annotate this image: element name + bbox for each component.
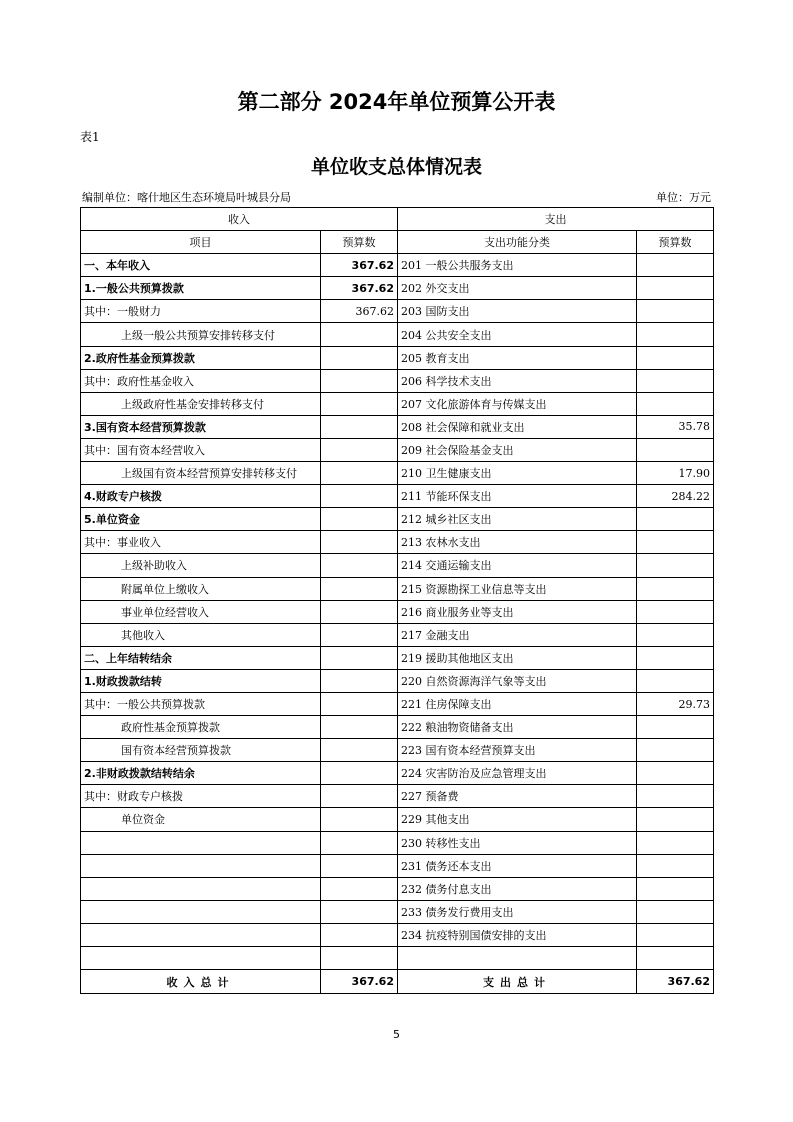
expense-item-cell: 234 抗疫特别国债安排的支出: [398, 923, 637, 946]
expense-item-cell: 202 外交支出: [398, 277, 637, 300]
income-item-cell: 国有资本经营预算拨款: [81, 739, 321, 762]
table-row: [81, 900, 714, 923]
page-number: 5: [393, 1028, 400, 1041]
income-value-cell: [321, 323, 398, 346]
income-value-cell: 367.62: [321, 277, 398, 300]
part-title: 第二部分 2024年单位预算公开表: [237, 90, 556, 114]
income-value-cell: [321, 900, 398, 923]
table-row: [81, 808, 714, 831]
table-row: [81, 392, 714, 415]
expense-item-cell: 230 转移性支出: [398, 831, 637, 854]
expense-item-cell: 227 预备费: [398, 785, 637, 808]
expense-value-cell: [637, 669, 714, 692]
expense-value-cell: [637, 600, 714, 623]
income-value-cell: 367.62: [321, 254, 398, 277]
income-value-cell: [321, 739, 398, 762]
table-row: [81, 508, 714, 531]
table-row: [81, 947, 714, 970]
expense-item-cell: 220 自然资源海洋气象等支出: [398, 669, 637, 692]
total-row: [81, 970, 714, 994]
expense-item-cell: 223 国有资本经营预算支出: [398, 739, 637, 762]
expense-value-cell: [637, 831, 714, 854]
expense-total-label: 支出总计: [398, 970, 637, 994]
expense-value-cell: [637, 900, 714, 923]
income-item-cell: 上级一般公共预算安排转移支付: [81, 323, 321, 346]
income-value-cell: [321, 369, 398, 392]
expense-item-cell: 233 债务发行费用支出: [398, 900, 637, 923]
expense-item-cell: 207 文化旅游体育与传媒支出: [398, 392, 637, 415]
expense-item-cell: 206 科学技术支出: [398, 369, 637, 392]
expense-item-cell: 211 节能环保支出: [398, 485, 637, 508]
table-row: [81, 623, 714, 646]
table-row: [81, 369, 714, 392]
income-value-cell: [321, 415, 398, 438]
income-item-cell: 其中：事业收入: [81, 531, 321, 554]
expense-item-cell: 212 城乡社区支出: [398, 508, 637, 531]
table-row: [81, 854, 714, 877]
expense-value-cell: [637, 877, 714, 900]
expense-value-cell: [637, 392, 714, 415]
expense-item-cell: 232 债务付息支出: [398, 877, 637, 900]
table-row: [81, 877, 714, 900]
expense-value-cell: [637, 947, 714, 970]
table-row: [81, 300, 714, 323]
income-value-cell: 367.62: [321, 300, 398, 323]
income-item-cell: 3.国有资本经营预算拨款: [81, 415, 321, 438]
expense-item-cell: [398, 947, 637, 970]
income-item-cell: 1.一般公共预算拨款: [81, 277, 321, 300]
table-row: [81, 346, 714, 369]
table-row: [81, 254, 714, 277]
income-value-cell: [321, 716, 398, 739]
income-total-value: 367.62: [321, 970, 398, 994]
expense-value-cell: [637, 300, 714, 323]
function-class-header: 支出功能分类: [398, 231, 637, 254]
income-value-cell: [321, 947, 398, 970]
table-row: [81, 646, 714, 669]
budget-table: [80, 207, 714, 994]
income-value-cell: [321, 762, 398, 785]
expense-value-cell: [637, 785, 714, 808]
income-item-cell: 1.财政拨款结转: [81, 669, 321, 692]
expense-item-cell: 203 国防支出: [398, 300, 637, 323]
table-row: [81, 831, 714, 854]
table-row: [81, 438, 714, 461]
income-value-cell: [321, 785, 398, 808]
expense-value-cell: 35.78: [637, 415, 714, 438]
table-row: [81, 531, 714, 554]
table-row: [81, 554, 714, 577]
income-item-cell: 其中：一般公共预算拨款: [81, 692, 321, 715]
income-item-cell: 单位资金: [81, 808, 321, 831]
expense-value-cell: [637, 346, 714, 369]
income-value-cell: [321, 646, 398, 669]
header-row-2: [81, 231, 714, 254]
income-value-cell: [321, 923, 398, 946]
currency-unit: 单位：万元: [656, 191, 711, 204]
expense-budget-header: 预算数: [637, 231, 714, 254]
income-value-cell: [321, 508, 398, 531]
income-value-cell: [321, 554, 398, 577]
expense-item-cell: 222 粮油物资储备支出: [398, 716, 637, 739]
table-row: [81, 462, 714, 485]
income-total-label: 收入总计: [81, 970, 321, 994]
income-item-cell: 政府性基金预算拨款: [81, 716, 321, 739]
income-value-cell: [321, 623, 398, 646]
income-item-cell: [81, 947, 321, 970]
table-row: [81, 669, 714, 692]
expense-header: 支出: [398, 208, 714, 231]
expense-value-cell: 284.22: [637, 485, 714, 508]
expense-value-cell: [637, 854, 714, 877]
table-title: 单位收支总体情况表: [310, 156, 482, 178]
income-item-cell: 其中：财政专户核拨: [81, 785, 321, 808]
expense-total-value: 367.62: [637, 970, 714, 994]
income-item-cell: 其中：一般财力: [81, 300, 321, 323]
income-item-cell: 其中：国有资本经营收入: [81, 438, 321, 461]
income-item-cell: 上级补助收入: [81, 554, 321, 577]
expense-item-cell: 201 一般公共服务支出: [398, 254, 637, 277]
header-row-1: [81, 208, 714, 231]
expense-value-cell: [637, 808, 714, 831]
expense-value-cell: 17.90: [637, 462, 714, 485]
expense-item-cell: 215 资源勘探工业信息等支出: [398, 577, 637, 600]
table-row: [81, 692, 714, 715]
table-row: [81, 785, 714, 808]
income-item-cell: [81, 854, 321, 877]
table-row: [81, 716, 714, 739]
expense-value-cell: [637, 923, 714, 946]
expense-item-cell: 231 债务还本支出: [398, 854, 637, 877]
table-row: [81, 577, 714, 600]
income-value-cell: [321, 808, 398, 831]
item-header: 项目: [81, 231, 321, 254]
table-row: [81, 600, 714, 623]
income-value-cell: [321, 831, 398, 854]
table-row: [81, 923, 714, 946]
income-value-cell: [321, 854, 398, 877]
expense-value-cell: [637, 739, 714, 762]
expense-value-cell: 29.73: [637, 692, 714, 715]
table-row: [81, 415, 714, 438]
table-row: [81, 323, 714, 346]
expense-item-cell: 214 交通运输支出: [398, 554, 637, 577]
income-item-cell: 上级国有资本经营预算安排转移支付: [81, 462, 321, 485]
expense-value-cell: [637, 508, 714, 531]
income-value-cell: [321, 669, 398, 692]
expense-item-cell: 224 灾害防治及应急管理支出: [398, 762, 637, 785]
income-item-cell: [81, 877, 321, 900]
expense-item-cell: 229 其他支出: [398, 808, 637, 831]
expense-item-cell: 209 社会保险基金支出: [398, 438, 637, 461]
expense-item-cell: 221 住房保障支出: [398, 692, 637, 715]
table-row: [81, 277, 714, 300]
table-row: [81, 762, 714, 785]
income-value-cell: [321, 392, 398, 415]
expense-value-cell: [637, 369, 714, 392]
expense-value-cell: [637, 254, 714, 277]
expense-item-cell: 219 援助其他地区支出: [398, 646, 637, 669]
expense-value-cell: [637, 646, 714, 669]
income-value-cell: [321, 577, 398, 600]
income-value-cell: [321, 462, 398, 485]
income-value-cell: [321, 600, 398, 623]
income-item-cell: 二、上年结转结余: [81, 646, 321, 669]
income-item-cell: 5.单位资金: [81, 508, 321, 531]
income-item-cell: 附属单位上缴收入: [81, 577, 321, 600]
income-item-cell: 其中：政府性基金收入: [81, 369, 321, 392]
expense-value-cell: [637, 762, 714, 785]
income-budget-header: 预算数: [321, 231, 398, 254]
expense-item-cell: 217 金融支出: [398, 623, 637, 646]
expense-item-cell: 205 教育支出: [398, 346, 637, 369]
expense-value-cell: [637, 438, 714, 461]
income-item-cell: [81, 900, 321, 923]
income-item-cell: 4.财政专户核拨: [81, 485, 321, 508]
expense-item-cell: 210 卫生健康支出: [398, 462, 637, 485]
expense-item-cell: 213 农林水支出: [398, 531, 637, 554]
expense-value-cell: [637, 716, 714, 739]
income-value-cell: [321, 692, 398, 715]
income-item-cell: 事业单位经营收入: [81, 600, 321, 623]
income-item-cell: [81, 923, 321, 946]
expense-item-cell: 216 商业服务业等支出: [398, 600, 637, 623]
income-value-cell: [321, 531, 398, 554]
income-value-cell: [321, 346, 398, 369]
expense-item-cell: 208 社会保障和就业支出: [398, 415, 637, 438]
income-header: 收入: [81, 208, 398, 231]
income-value-cell: [321, 438, 398, 461]
table-number: 表1: [80, 130, 100, 144]
expense-value-cell: [637, 577, 714, 600]
expense-value-cell: [637, 531, 714, 554]
table-row: [81, 739, 714, 762]
expense-value-cell: [637, 323, 714, 346]
expense-item-cell: 204 公共安全支出: [398, 323, 637, 346]
compiler-unit: 编制单位：喀什地区生态环境局叶城县分局: [82, 191, 291, 204]
income-item-cell: 2.非财政拨款结转结余: [81, 762, 321, 785]
expense-value-cell: [637, 554, 714, 577]
income-item-cell: 一、本年收入: [81, 254, 321, 277]
income-item-cell: 2.政府性基金预算拨款: [81, 346, 321, 369]
income-item-cell: 其他收入: [81, 623, 321, 646]
table-row: [81, 485, 714, 508]
income-item-cell: [81, 831, 321, 854]
expense-value-cell: [637, 277, 714, 300]
income-value-cell: [321, 877, 398, 900]
income-value-cell: [321, 485, 398, 508]
expense-value-cell: [637, 623, 714, 646]
income-item-cell: 上级政府性基金安排转移支付: [81, 392, 321, 415]
